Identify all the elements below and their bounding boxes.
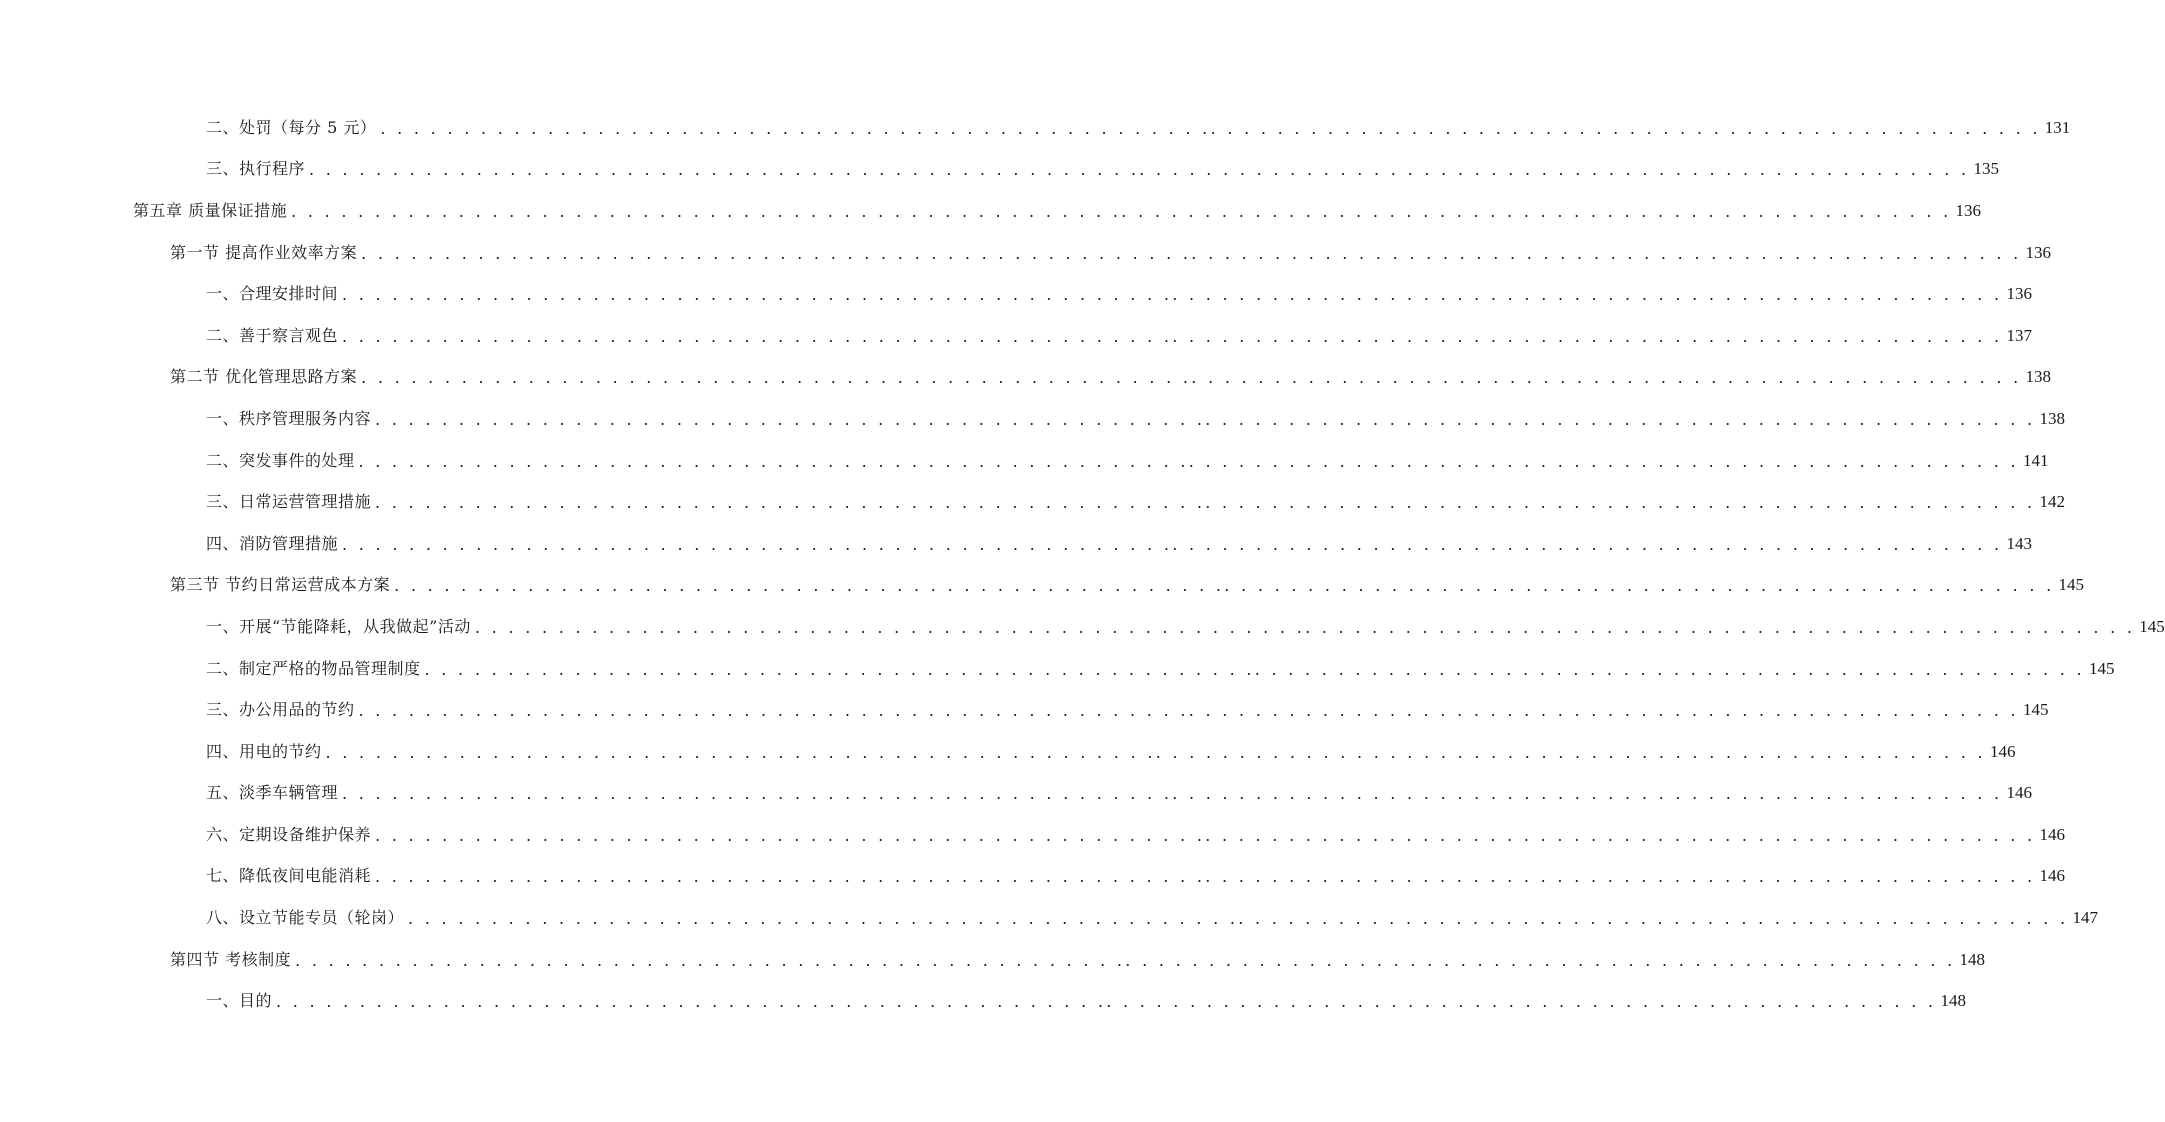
- toc-leader-dots: . . . . . . . . . . . . . . . . . . . . . . . . . . . . . . . . . . . . . . . . . . . . . . . . . .. . . . . . . . . . . . . . . . . . . . . . . . . . . . . . . . . . . . . . . . . . . . . . . . . .: [375, 409, 2036, 429]
- toc-page-number: 146: [2039, 866, 2065, 886]
- toc-page-number: 141: [2022, 450, 2049, 470]
- toc-entry[interactable]: [0, 689, 2049, 731]
- toc-page-number: 145: [2139, 616, 2165, 636]
- toc-page-number: 137: [2006, 325, 2032, 345]
- toc-entry[interactable]: [0, 897, 2098, 939]
- toc-entry[interactable]: [0, 481, 2065, 523]
- toc-entry[interactable]: [0, 190, 1982, 232]
- toc-entry-title: 七、降低夜间电能消耗: [206, 866, 372, 886]
- toc-entry[interactable]: [0, 565, 2085, 607]
- toc-entry-title: 第一节 提高作业效率方案: [170, 242, 358, 262]
- toc-page-number: 145: [2022, 700, 2049, 720]
- toc-page-number: 138: [2039, 408, 2065, 428]
- toc-leader-dots: . . . . . . . . . . . . . . . . . . . . . . . . . . . . . . . . . . . . . . . . . . . . . . . . . .. . . . . . . . . . . . . . . . . . . . . . . . . . . . . . . . . . . . . . . . . . . . . . . . . .: [375, 867, 2036, 887]
- toc-leader-dots: . . . . . . . . . . . . . . . . . . . . . . . . . . . . . . . . . . . . . . . . . . . . . . . . . .. . . . . . . . . . . . . . . . . . . . . . . . . . . . . . . . . . . . . . . . . . . . . . . . . .: [408, 909, 2069, 929]
- toc-leader-dots: . . . . . . . . . . . . . . . . . . . . . . . . . . . . . . . . . . . . . . . . . . . . . . . . . .. . . . . . . . . . . . . . . . . . . . . . . . . . . . . . . . . . . . . . . . . . . . . . . . . .: [361, 368, 2022, 388]
- toc-leader-dots: . . . . . . . . . . . . . . . . . . . . . . . . . . . . . . . . . . . . . . . . . . . . . . . . . .. . . . . . . . . . . . . . . . . . . . . . . . . . . . . . . . . . . . . . . . . . . . . . . . . .: [295, 950, 1956, 970]
- toc-entry[interactable]: [0, 648, 2115, 690]
- toc-page-number: 136: [1955, 200, 1982, 220]
- toc-leader-dots: . . . . . . . . . . . . . . . . . . . . . . . . . . . . . . . . . . . . . . . . . . . . . . . . . .. . . . . . . . . . . . . . . . . . . . . . . . . . . . . . . . . . . . . . . . . . . . . . . . . .: [342, 534, 2003, 554]
- toc-page-number: 142: [2039, 492, 2065, 512]
- toc-leader-dots: . . . . . . . . . . . . . . . . . . . . . . . . . . . . . . . . . . . . . . . . . . . . . . . . . .. . . . . . . . . . . . . . . . . . . . . . . . . . . . . . . . . . . . . . . . . . . . . . . . . .: [291, 201, 1952, 221]
- toc-entry[interactable]: [0, 731, 2016, 773]
- toc-leader-dots: . . . . . . . . . . . . . . . . . . . . . . . . . . . . . . . . . . . . . . . . . . . . . . . . . .. . . . . . . . . . . . . . . . . . . . . . . . . . . . . . . . . . . . . . . . . . . . . . . . . .: [342, 326, 2003, 346]
- toc-entry[interactable]: [0, 856, 2065, 898]
- toc-entry[interactable]: [0, 149, 1999, 191]
- toc-entry-title: 五、淡季车辆管理: [206, 783, 339, 803]
- toc-page-number: 146: [1989, 741, 2016, 761]
- toc-entry-title: 三、执行程序: [206, 159, 306, 179]
- toc-entry[interactable]: [0, 357, 2052, 399]
- toc-entry[interactable]: [0, 273, 2032, 315]
- toc-entry[interactable]: [0, 523, 2032, 565]
- toc-entry-title: 六、定期设备维护保养: [206, 824, 372, 844]
- toc-page-number: 131: [2044, 117, 2071, 137]
- toc-entry[interactable]: [0, 107, 2071, 149]
- toc-leader-dots: . . . . . . . . . . . . . . . . . . . . . . . . . . . . . . . . . . . . . . . . . . . . . . . . . .. . . . . . . . . . . . . . . . . . . . . . . . . . . . . . . . . . . . . . . . . . . . . . . . . .: [358, 701, 2019, 721]
- toc-entry-title: 八、设立节能专员（轮岗）: [206, 908, 405, 928]
- toc-entry-title: 一、开展“节能降耗，从我做起”活动: [206, 616, 471, 636]
- toc-entry[interactable]: [0, 398, 2065, 440]
- toc-page-number: 146: [2006, 783, 2032, 803]
- toc-entry-title: 三、办公用品的节约: [206, 700, 355, 720]
- toc-entry-title: 二、处罚（每分 5 元）: [206, 117, 377, 137]
- toc-entry-title: 二、突发事件的处理: [206, 450, 355, 470]
- toc-entry[interactable]: [0, 606, 2165, 648]
- toc-entry-title: 第三节 节约日常运营成本方案: [170, 575, 391, 595]
- toc-entry-title: 四、消防管理措施: [206, 533, 339, 553]
- toc-leader-dots: . . . . . . . . . . . . . . . . . . . . . . . . . . . . . . . . . . . . . . . . . . . . . . . . . .. . . . . . . . . . . . . . . . . . . . . . . . . . . . . . . . . . . . . . . . . . . . . . . . . .: [276, 992, 1937, 1012]
- toc-entry[interactable]: [0, 315, 2032, 357]
- toc-entry[interactable]: [0, 814, 2065, 856]
- toc-entry-title: 三、日常运营管理措施: [206, 492, 372, 512]
- toc-entry-title: 第二节 优化管理思路方案: [170, 367, 358, 387]
- toc-page-number: 145: [2088, 658, 2115, 678]
- toc-leader-dots: . . . . . . . . . . . . . . . . . . . . . . . . . . . . . . . . . . . . . . . . . . . . . . . . . .. . . . . . . . . . . . . . . . . . . . . . . . . . . . . . . . . . . . . . . . . . . . . . . . . .: [309, 160, 1970, 180]
- toc-leader-dots: . . . . . . . . . . . . . . . . . . . . . . . . . . . . . . . . . . . . . . . . . . . . . . . . . .. . . . . . . . . . . . . . . . . . . . . . . . . . . . . . . . . . . . . . . . . . . . . . . . . .: [358, 451, 2019, 471]
- toc-page-number: 146: [2039, 824, 2065, 844]
- toc-leader-dots: . . . . . . . . . . . . . . . . . . . . . . . . . . . . . . . . . . . . . . . . . . . . . . . . . .. . . . . . . . . . . . . . . . . . . . . . . . . . . . . . . . . . . . . . . . . . . . . . . . . .: [342, 784, 2003, 804]
- toc-entry-title: 一、秩序管理服务内容: [206, 408, 372, 428]
- toc-page-number: 135: [1973, 159, 1999, 179]
- toc-entry[interactable]: [0, 232, 2052, 274]
- toc-page-number: 145: [2058, 575, 2085, 595]
- toc-page-number: 136: [2006, 284, 2032, 304]
- toc-entry-title: 第四节 考核制度: [170, 949, 292, 969]
- toc-page-number: 143: [2006, 533, 2032, 553]
- toc-leader-dots: . . . . . . . . . . . . . . . . . . . . . . . . . . . . . . . . . . . . . . . . . . . . . . . . . .. . . . . . . . . . . . . . . . . . . . . . . . . . . . . . . . . . . . . . . . . . . . . . . . . .: [380, 118, 2041, 138]
- toc-entry[interactable]: [0, 773, 2032, 815]
- table-of-contents: [0, 107, 2165, 1022]
- toc-entry-title: 第五章 质量保证措施: [133, 200, 288, 220]
- toc-entry-title: 一、合理安排时间: [206, 284, 339, 304]
- toc-leader-dots: . . . . . . . . . . . . . . . . . . . . . . . . . . . . . . . . . . . . . . . . . . . . . . . . . .. . . . . . . . . . . . . . . . . . . . . . . . . . . . . . . . . . . . . . . . . . . . . . . . . .: [375, 493, 2036, 513]
- toc-leader-dots: . . . . . . . . . . . . . . . . . . . . . . . . . . . . . . . . . . . . . . . . . . . . . . . . . .. . . . . . . . . . . . . . . . . . . . . . . . . . . . . . . . . . . . . . . . . . . . . . . . . .: [375, 825, 2036, 845]
- toc-entry[interactable]: [0, 939, 1986, 981]
- toc-entry-title: 四、用电的节约: [206, 741, 322, 761]
- toc-page-number: 136: [2025, 242, 2052, 262]
- toc-leader-dots: . . . . . . . . . . . . . . . . . . . . . . . . . . . . . . . . . . . . . . . . . . . . . . . . . .. . . . . . . . . . . . . . . . . . . . . . . . . . . . . . . . . . . . . . . . . . . . . . . . . .: [394, 576, 2055, 596]
- toc-leader-dots: . . . . . . . . . . . . . . . . . . . . . . . . . . . . . . . . . . . . . . . . . . . . . . . . . .. . . . . . . . . . . . . . . . . . . . . . . . . . . . . . . . . . . . . . . . . . . . . . . . . .: [325, 742, 1986, 762]
- toc-leader-dots: . . . . . . . . . . . . . . . . . . . . . . . . . . . . . . . . . . . . . . . . . . . . . . . . . .. . . . . . . . . . . . . . . . . . . . . . . . . . . . . . . . . . . . . . . . . . . . . . . . . .: [424, 659, 2085, 679]
- toc-leader-dots: . . . . . . . . . . . . . . . . . . . . . . . . . . . . . . . . . . . . . . . . . . . . . . . . . .. . . . . . . . . . . . . . . . . . . . . . . . . . . . . . . . . . . . . . . . . . . . . . . . . .: [361, 243, 2022, 263]
- toc-leader-dots: . . . . . . . . . . . . . . . . . . . . . . . . . . . . . . . . . . . . . . . . . . . . . . . . . .. . . . . . . . . . . . . . . . . . . . . . . . . . . . . . . . . . . . . . . . . . . . . . . . . .: [474, 617, 2136, 637]
- toc-entry[interactable]: [0, 980, 1966, 1022]
- toc-page-number: 138: [2025, 367, 2052, 387]
- toc-entry-title: 一、目的: [206, 991, 273, 1011]
- toc-entry-title: 二、善于察言观色: [206, 325, 339, 345]
- toc-page-number: 147: [2072, 908, 2098, 928]
- toc-entry[interactable]: [0, 440, 2049, 482]
- toc-leader-dots: . . . . . . . . . . . . . . . . . . . . . . . . . . . . . . . . . . . . . . . . . . . . . . . . . .. . . . . . . . . . . . . . . . . . . . . . . . . . . . . . . . . . . . . . . . . . . . . . . . . .: [342, 285, 2003, 305]
- toc-entry-title: 二、制定严格的物品管理制度: [206, 658, 421, 678]
- toc-page-number: 148: [1940, 991, 1966, 1011]
- toc-page-number: 148: [1959, 949, 1986, 969]
